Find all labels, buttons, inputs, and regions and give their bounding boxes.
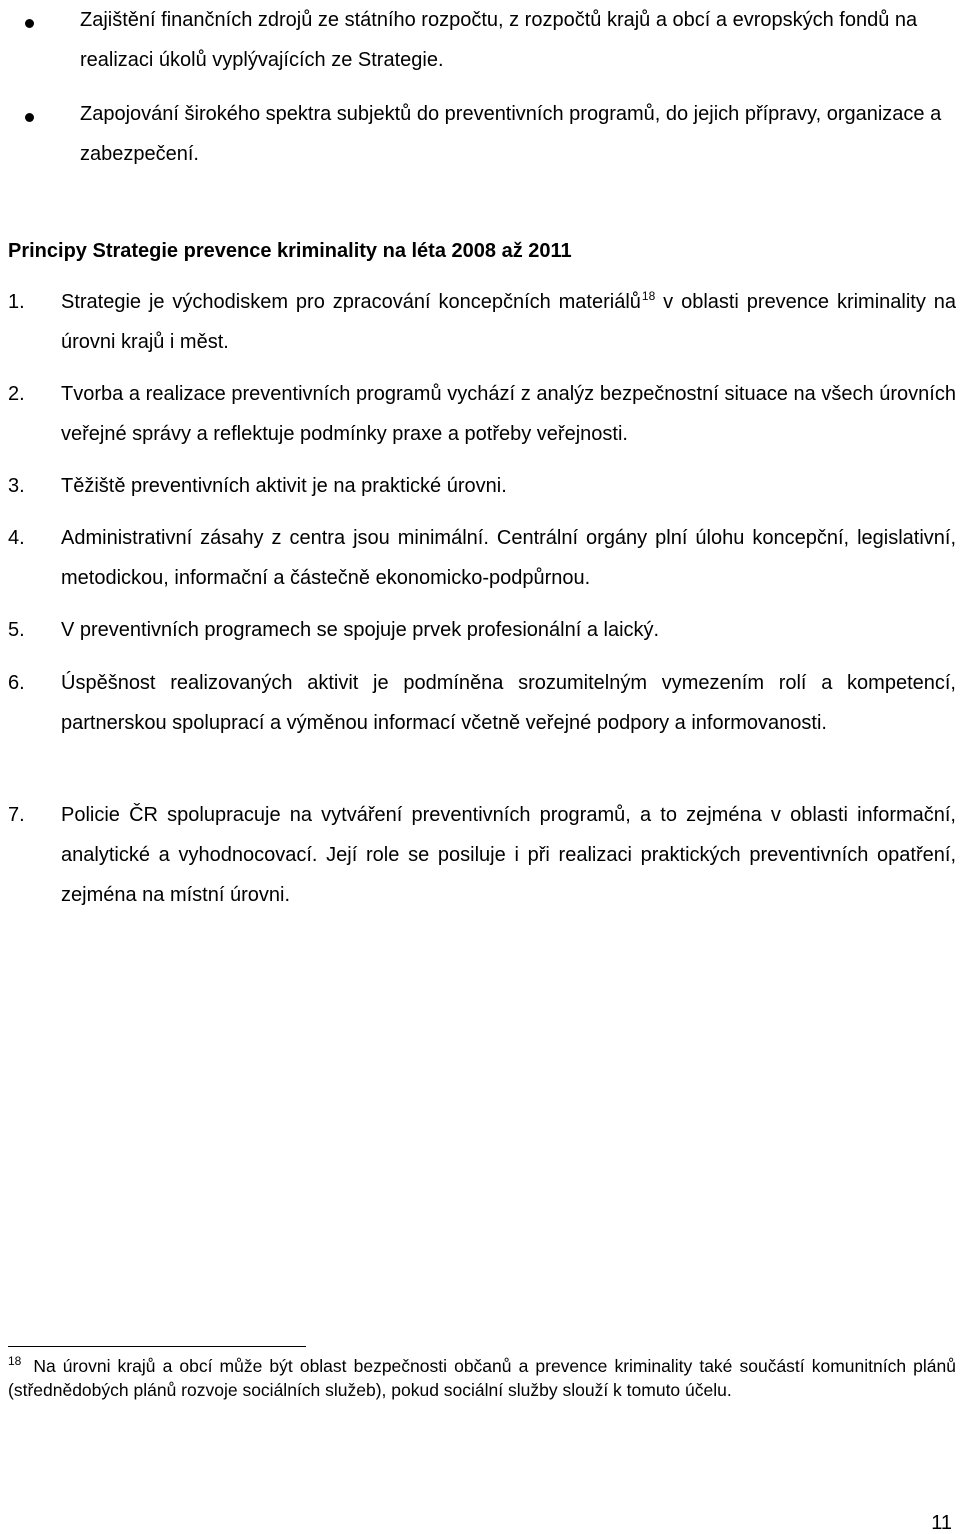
principle-text: V preventivních programech se spojuje prvek profesionální a laický. [61,619,660,641]
footnote [8,1354,956,1402]
principle-number: 2. [8,383,25,405]
bullet-text: Zapojování širokého spektra subjektů do preventivních programů, do jejich přípravy, organizace a zabezpečení. [80,103,942,165]
principle-text: Úspěšnost realizovaných aktivit je podmíněna srozumitelným vymezením rolí a kompetencí, partnerskou spoluprací a výměnou informací včetně veřejné podpory a informovanosti. [61,672,956,734]
footnote-text: Na úrovni krajů a obcí může být oblast bezpečnosti občanů a prevence kriminality také součástí komunitních plánů (střednědobých plánů rozvoje sociálních služeb), pokud sociální služby slouží k tomuto účelu. [8,1356,956,1400]
page-number: 11 [931,1512,952,1534]
principle-number: 3. [8,475,25,497]
principle-text: Policie ČR spolupracuje na vytváření preventivních programů, a to zejména v oblasti informační, analytické a vyhodnocovací. Její role se posiluje i při realizaci praktických preventivních opatření, zejména na místní úrovni. [61,804,956,906]
bullet-icon [25,19,34,28]
principle-number: 5. [8,619,25,641]
principle-text: Těžiště preventivních aktivit je na praktické úrovni. [61,475,507,497]
bullet-text: Zajištění finančních zdrojů ze státního rozpočtu, z rozpočtů krajů a obcí a evropských fondů na realizaci úkolů vyplývajících ze Strategie. [80,9,918,71]
bullet-icon [25,113,34,122]
principle-text-end: v oblasti prevence kriminality na úrovni krajů i měst. [61,291,956,353]
footnote-divider [8,1346,306,1347]
principle-number: 6. [8,672,25,694]
principle-text: Administrativní zásahy z centra jsou minimální. Centrální orgány plní úlohu koncepční, legislativní, metodickou, informační a částečně ekonomicko-podpůrnou. [61,527,956,589]
section-heading: Principy Strategie prevence kriminality na léta 2008 až 2011 [8,240,572,262]
footnote-reference: 18 [641,289,656,304]
principle-text [61,282,956,362]
principle-number: 1. [8,291,25,313]
principle-text-start: Strategie je východiskem pro zpracování koncepčních materiálů [61,291,641,313]
footnote-mark: 18 [8,1354,22,1369]
principle-number: 4. [8,527,25,549]
principle-text: Tvorba a realizace preventivních programů vychází z analýz bezpečnostní situace na všech úrovních veřejné správy a reflektuje podmínky praxe a potřeby veřejnosti. [61,383,956,445]
principle-number: 7. [8,804,25,826]
